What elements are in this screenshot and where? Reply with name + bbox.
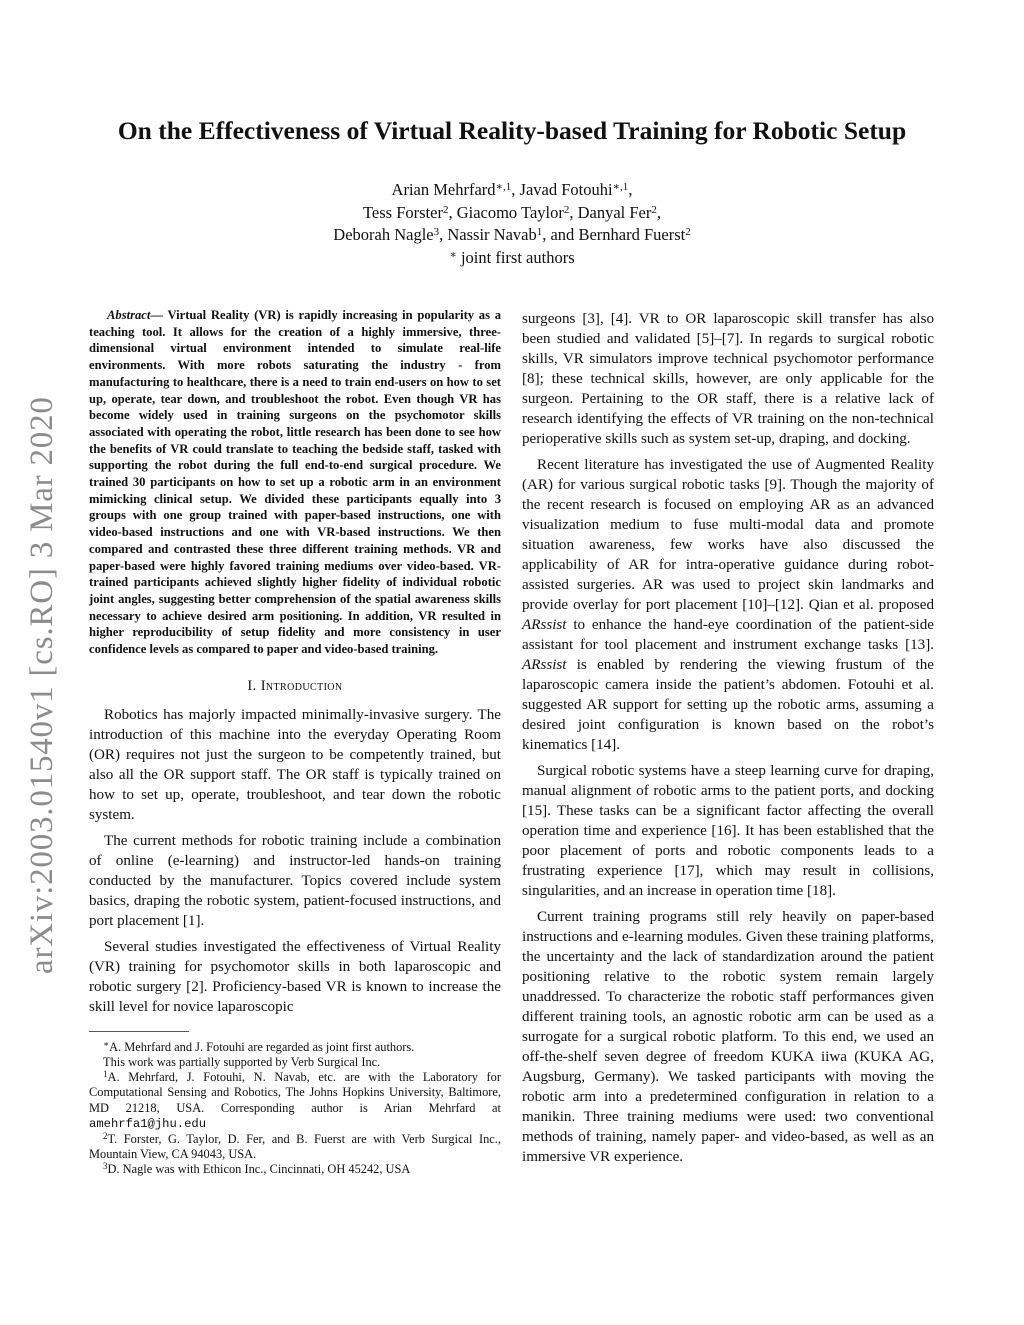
author-affiliation: ∗,1 — [495, 181, 512, 193]
author-separator: , — [511, 180, 520, 199]
abstract — [89, 307, 501, 658]
joint-author-marker: ∗ — [449, 248, 457, 261]
paragraph-text: Recent literature has investigated the use of Augmented Reality (AR) for various surgical robotic tasks [9]. Though the majority of the recent research is focused on employing AR as an advanced visualization medium to fuse multi-modal data and promote situation awareness, few works have also discussed the applicability of AR for intra-operative guidance during robot-assisted surgeries. AR was used to project skin landmarks and provide overlay for port placement [10]–[12]. Qian et al. proposed — [522, 457, 934, 613]
section-number: I. — [247, 677, 261, 694]
paragraph: The current methods for robotic training include a combination of online (e-learning) and instructor-led hands-on training conducted by the manufacturer. Topics covered include system basics, draping the robotic system, patient-focused instructions, and port placement [1]. — [89, 832, 501, 929]
author-name: Deborah Nagle — [333, 225, 434, 245]
footnote-text: D. Nagle was with Ethicon Inc., Cincinnati, OH 45242, USA — [107, 1162, 411, 1177]
author-line-1 — [160, 179, 864, 202]
paragraph-text: to enhance the hand-eye coordination of the patient-side assistant for tool placement and instrument exchange tasks [13]. — [522, 617, 934, 653]
author-affiliation: 2 — [651, 203, 657, 216]
footnote-text: T. Forster, G. Taylor, D. Fer, and B. Fuerst are with Verb Surgical Inc., Mountain View, CA 94043, USA. — [89, 1131, 501, 1162]
left-column — [89, 307, 501, 1178]
footnote-text: This work was partially supported by Verb Surgical Inc. — [103, 1054, 381, 1069]
footnote — [89, 1040, 501, 1055]
system-name-arssist: ARssist — [522, 617, 567, 633]
corresponding-email: amehrfa1@jhu.edu — [89, 1116, 207, 1131]
footnote-rule — [89, 1031, 189, 1032]
author-affiliation: 2 — [563, 203, 570, 216]
paragraph: Several studies investigated the effectiveness of Virtual Reality (VR) training for psychomotor skills in both laparoscopic and robotic surgery [2]. Proficiency-based VR is known to increase the skill level for novice laparoscopic — [89, 938, 501, 1015]
author-name: Nassir Navab — [447, 225, 537, 245]
footnotes — [89, 1040, 501, 1178]
footnote — [89, 1070, 501, 1132]
author-name: Arian Mehrfard — [391, 180, 496, 199]
right-column — [522, 309, 934, 1173]
paragraph: surgeons [3], [4]. VR to OR laparoscopic skill transfer has also been studied and validated [5]–[7]. In regards to surgical robotic skills, VR simulators improve technical psychomotor performance [8]; these technical skills, however, are only applicable for the surgeon. Pertaining to the OR staff, there is a relative lack of research identifying the effects of VR training on the non-technical perioperative skills such as system set-up, draping, and docking. — [522, 311, 934, 447]
author-separator: , — [439, 225, 448, 245]
author-line-2 — [160, 202, 864, 225]
author-affiliation: 3 — [433, 226, 440, 239]
section-heading-introduction — [89, 678, 501, 695]
author-block — [160, 179, 864, 269]
abstract-heading: Abstract — [107, 308, 151, 322]
joint-authors-note — [160, 247, 864, 270]
author-name: Tess Forster — [362, 202, 443, 222]
joint-authors-text: joint first authors — [456, 247, 575, 267]
paragraph: Current training programs still rely heavily on paper-based instructions and e-learning modules. Given these training platforms, the uncertainty and the lack of standardization around the patient positioning relative to the robotic system remain largely unaddressed. To characterize the robotic staff performances given different training tools, an agnostic robotic arm can be used as a surrogate for a surgical robotic platform. To this end, we used an off-the-shelf seven degree of freedom KUKA iiwa (KUKA AG, Augsburg, Germany). We tasked participants with moving the robotic arm into a predetermined configuration in relation to a manikin. Three training mediums were used: two conventional methods of training, namely paper- and video-based, as well as an immersive VR experience. — [522, 909, 934, 1165]
arxiv-identifier: arXiv:2003.01540v1 [cs.RO] 3 Mar 2020 — [24, 396, 60, 974]
author-separator: , — [569, 202, 578, 222]
author-name: Bernhard Fuerst — [578, 225, 686, 245]
footnote-marker: 3 — [103, 1161, 108, 1172]
footnote-marker: ∗ — [103, 1038, 110, 1049]
footnote-marker: 1 — [103, 1069, 108, 1080]
author-name: Giacomo Taylor — [456, 202, 564, 222]
paper-title: On the Effectiveness of Virtual Reality-based Training for Robotic Setup — [117, 116, 907, 145]
paragraph: Robotics has majorly impacted minimally-invasive surgery. The introduction of this machine into the everyday Operating Room (OR) requires not just the surgeon to be competently trained, but also all the OR support staff. The OR staff is typically trained on how to set up, operate, troubleshoot, and tear down the robotic system. — [89, 706, 501, 823]
paragraph: Surgical robotic systems have a steep learning curve for draping, manual alignment of robotic arms to the patient ports, and docking [15]. These tasks can be a significant factor affecting the overall operation time and experience [16]. It has been established that the poor placement of ports and robotic components leads to a frustrating experience [17], which may result in collisions, singularities, and an increase in operation time [18]. — [522, 763, 934, 899]
footnote-marker: 2 — [103, 1130, 108, 1141]
footnote-text: A. Mehrfard, J. Fotouhi, N. Navab, etc. are with the Laboratory for Computational Sensing and Robotics, The Johns Hopkins University, Baltimore, MD 21218, USA. Corresponding author is Arian Mehrfard at — [89, 1070, 501, 1115]
author-name: Danyal Fer — [577, 202, 652, 222]
footnote — [89, 1162, 501, 1177]
footnote — [89, 1055, 501, 1070]
author-affiliation: 1 — [536, 226, 543, 239]
footnote-text: A. Mehrfard and J. Fotouhi are regarded as joint first authors. — [109, 1039, 415, 1054]
author-affiliation: 2 — [442, 203, 449, 216]
author-line-3 — [160, 224, 864, 247]
paragraph-text: is enabled by rendering the viewing frustum of the laparoscopic camera inside the patient’s abdomen. Fotouhi et al. suggested AR support for setting up the robotic arms, assuming a desired joint configuration is known based on the robot’s kinematics [14]. — [522, 657, 934, 753]
abstract-text: — Virtual Reality (VR) is rapidly increasing in popularity as a teaching tool. It allows for the creation of a highly immersive, three-dimensional virtual environment intended to simulate real-life environments. With more robots saturating the industry - from manufacturing to healthcare, there is a need to train end-users on how to set up, operate, tear down, and troubleshoot the robot. Even though VR has become widely used in training surgeons on the psychomotor skills associated with operating the robot, little research has been done to see how the benefits of VR could translate to teaching the bedside staff, tasked with supporting the robot during the full end-to-end surgical procedure. We trained 30 participants on how to set up a robotic arm in an environment mimicking clinical setup. We divided these participants equally into 3 groups with one group trained with paper-based instructions, one with video-based instructions and one with VR-based instructions. We then compared and contrasted these three different training methods. VR and paper-based were highly favored training mediums over video-based. VR-trained participants achieved slightly higher fidelity of individual robotic joint angles, suggesting better comprehension of the spatial awareness skills necessary to achieve desired arm positioning. In addition, VR resulted in higher reproducibility of setup fidelity and more consistency in user confidence levels as compared to paper and video-based training. — [89, 308, 501, 657]
author-affiliation: 2 — [685, 226, 691, 239]
section-title: Introduction — [260, 677, 343, 694]
system-name-arssist: ARssist — [522, 657, 567, 673]
author-separator: , — [628, 180, 633, 199]
author-separator: , and — [542, 225, 579, 245]
author-separator: , — [656, 202, 661, 222]
author-name: Javad Fotouhi — [519, 180, 613, 199]
author-separator: , — [448, 202, 457, 222]
paragraph — [522, 455, 934, 755]
author-affiliation: ∗,1 — [612, 181, 629, 193]
footnote — [89, 1132, 501, 1162]
